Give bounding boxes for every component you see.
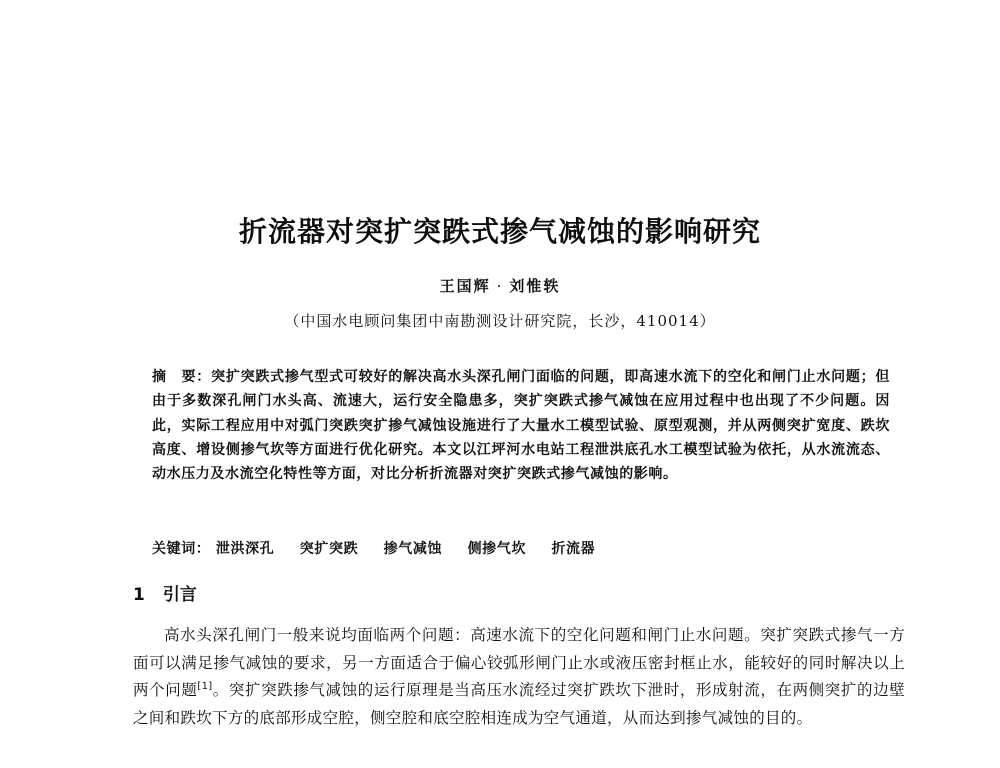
keywords <box>152 538 890 558</box>
paper-title: 折流器对突扩突跌式掺气减蚀的影响研究 <box>238 215 761 248</box>
section-heading <box>133 580 197 605</box>
section-number: 1 <box>133 585 145 605</box>
abstract-text: 突扩突跌式掺气型式可较好的解决高水头深孔闸门面临的问题，即高速水流下的空化和闸门止水问题；但由于多数深孔闸门水头高、流速大，运行安全隐患多，突扩突跌式掺气减蚀在应用过程中也出现了不少问题。因此，实际工程应用中对弧门突跌突扩掺气减蚀设施进行了大量水工模型试验、原型观测，并从两侧突扩宽度、跌坎高度、增设侧掺气坎等方面进行优化研究。本文以江坪河水电站工程泄洪底孔水工模型试验为依托，从水流流态、动水压力及水流空化特性等方面，对比分析折流器对突扩突跌式掺气减蚀的影响。 <box>152 369 890 483</box>
author-line <box>0 275 1000 296</box>
keyword: 突扩突跌 <box>299 541 359 557</box>
affiliation: （中国水电顾问集团中南勘测设计研究院，长沙，410014） <box>284 312 716 330</box>
body-text-part: 。突扩突跌掺气减蚀的运行原理是当高压水流经过突扩跌坎下泄时，形成射流，在两侧突扩的边壁之间和跌坎下方的底部形成空腔，侧空腔和底空腔相连成为空气通道，从而达到掺气减蚀的目的。 <box>133 681 905 727</box>
body-text-part: 高水头深孔闸门一般来说均面临两个问题：高速水流下的空化问题和闸门止水问题。突扩突跌式掺气一方面可以满足掺气减蚀的要求，另一方面适合于偏心铰弧形闸门止水或液压密封框止水，能较好的同时解决以上两个问题 <box>133 626 905 700</box>
author-separator: · <box>496 277 504 295</box>
keywords-label: 关键词： <box>152 541 211 557</box>
section-title: 引言 <box>162 585 197 605</box>
abstract-label: 摘 要： <box>152 369 212 385</box>
keyword: 侧掺气坎 <box>467 541 526 557</box>
author-name: 刘惟轶 <box>509 277 561 295</box>
body-paragraph <box>133 622 905 732</box>
abstract <box>152 365 890 486</box>
keyword: 折流器 <box>551 541 596 557</box>
citation-marker: [1] <box>197 681 213 693</box>
author-name: 王国辉 <box>439 277 491 295</box>
keyword: 泄洪深孔 <box>215 541 275 557</box>
keyword: 掺气减蚀 <box>383 541 443 557</box>
